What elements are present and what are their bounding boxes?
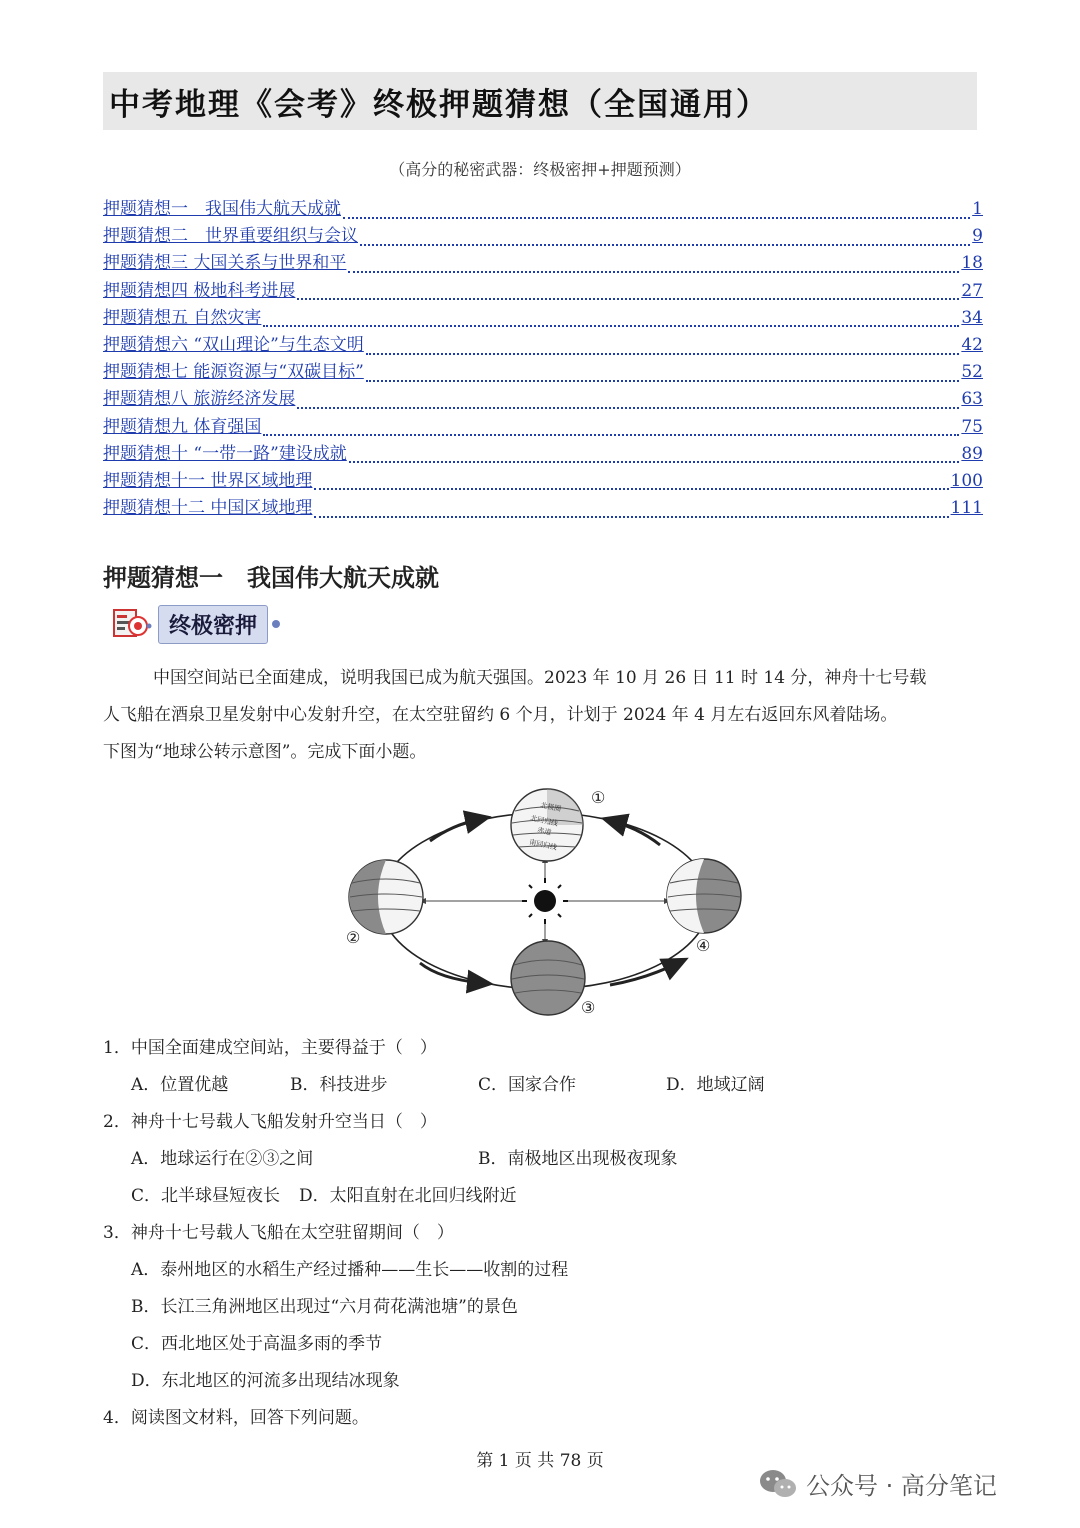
option-c: C．西北地区处于高温多雨的季节 (131, 1334, 383, 1354)
option-b: B．长江三角洲地区出现过“六月荷花满池塘”的景色 (131, 1297, 518, 1317)
toc-leader (263, 311, 959, 327)
toc-page-number: 1 (972, 199, 983, 219)
toc-label: 押题猜想九 体育强国 (103, 416, 262, 437)
toc-label: 押题猜想八 旅游经济发展 (103, 389, 296, 410)
watermark (758, 1466, 997, 1501)
toc-page-number: 34 (961, 307, 983, 328)
toc-link-11[interactable] (103, 466, 983, 493)
question-2: 2．神舟十七号载人飞船发射升空当日（ ） (103, 1112, 437, 1132)
globe-label: 南回归线 (528, 838, 558, 852)
toc-link-12[interactable] (103, 493, 983, 520)
option-c: C．国家合作 (478, 1075, 577, 1095)
toc-link-2[interactable] (103, 221, 983, 248)
question-4: 4．阅读图文材料，回答下列问题。 (103, 1408, 369, 1428)
option-c: C．北半球昼短夜长 (131, 1186, 281, 1206)
toc-leader (349, 447, 960, 463)
toc-page-number: 42 (961, 334, 983, 355)
toc-page-number: 75 (961, 416, 983, 437)
question-1: 1．中国全面建成空间站，主要得益于（ ） (103, 1038, 437, 1058)
option-b: B．南极地区出现极夜现象 (478, 1149, 678, 1169)
orbit-direction-arrow (430, 819, 480, 841)
option-a: A．位置优越 (131, 1075, 229, 1095)
question-3-option-a (103, 1252, 983, 1289)
paragraph-line: 下图为“地球公转示意图”。完成下面小题。 (103, 742, 427, 762)
toc-leader (314, 474, 948, 490)
question-2-options-row2 (103, 1178, 983, 1215)
orbit-direction-arrow (612, 821, 660, 845)
toc-label: 押题猜想一 我国伟大航天成就 (103, 199, 341, 219)
earth-globe-4 (667, 859, 741, 933)
option-d: D．地域辽阔 (666, 1075, 765, 1095)
toc-link-5[interactable] (103, 303, 983, 330)
toc-page-number: 100 (950, 470, 983, 491)
document-title: 中考地理《会考》终极押题猜想（全国通用） (103, 72, 977, 130)
toc-leader (314, 502, 948, 518)
question-3-option-b (103, 1289, 983, 1326)
sun-icon (522, 878, 568, 924)
question-2-options-row1 (103, 1141, 983, 1178)
toc-link-10[interactable] (103, 439, 983, 466)
toc-page-number: 52 (961, 362, 983, 383)
toc-label: 押题猜想五 自然灾害 (103, 307, 262, 328)
option-d: D．东北地区的河流多出现结冰现象 (131, 1371, 400, 1391)
section-badge (112, 603, 280, 645)
toc-leader (366, 366, 960, 382)
toc-link-9[interactable] (103, 412, 983, 439)
toc-leader (297, 284, 959, 300)
toc-link-7[interactable] (103, 357, 983, 384)
toc-page-number: 63 (961, 389, 983, 410)
toc-page-number: 27 (961, 280, 983, 301)
position-label-3: ③ (581, 998, 596, 1017)
earth-globe-2 (349, 860, 423, 934)
position-label-2: ② (346, 928, 361, 947)
toc-link-8[interactable] (103, 384, 983, 411)
paragraph-line: 人飞船在酒泉卫星发射中心发射升空，在太空驻留约 6 个月，计划于 2024 年 4 月左右返回东风着陆场。 (103, 705, 898, 725)
earth-revolution-diagram (340, 783, 750, 1023)
toc-label: 押题猜想三 大国关系与世界和平 (103, 253, 347, 274)
toc-leader (297, 393, 959, 409)
badge-label: 终极密押 (158, 605, 268, 644)
question-3-option-c (103, 1326, 983, 1363)
orbit-direction-arrow (610, 963, 678, 985)
toc-label: 押题猜想六 “双山理论”与生态文明 (103, 334, 364, 355)
toc-link-3[interactable] (103, 248, 983, 275)
toc-link-4[interactable] (103, 276, 983, 303)
toc-link-6[interactable] (103, 330, 983, 357)
question-list (103, 1030, 983, 1437)
document-subtitle: （高分的秘密武器：终极密押+押题预测） (389, 160, 691, 179)
toc-label: 押题猜想十 “一带一路”建设成就 (103, 443, 347, 464)
target-board-icon (112, 606, 152, 642)
toc-link-1[interactable] (103, 194, 983, 221)
option-a: A．泰州地区的水稻生产经过播种——生长——收割的过程 (131, 1260, 569, 1280)
section-heading: 押题猜想一 我国伟大航天成就 (103, 564, 439, 592)
toc-page-number: 9 (972, 226, 983, 247)
earth-globe-3 (511, 941, 585, 1015)
watermark-text: 公众号 · 高分笔记 (806, 1472, 997, 1500)
table-of-contents (103, 194, 983, 520)
toc-leader (360, 230, 970, 246)
toc-leader (263, 420, 959, 436)
toc-page-number: 18 (961, 253, 983, 274)
question-1-options (103, 1067, 983, 1104)
toc-label: 押题猜想十一 世界区域地理 (103, 470, 313, 491)
globe-label: 赤道 (536, 826, 552, 837)
option-d: D．太阳直射在北回归线附近 (299, 1186, 517, 1206)
toc-label: 押题猜想二 世界重要组织与会议 (103, 226, 358, 247)
toc-label: 押题猜想四 极地科考进展 (103, 280, 296, 301)
toc-leader (366, 339, 960, 355)
globe-label: 北回归线 (529, 814, 559, 828)
question-3-option-d (103, 1363, 983, 1400)
wechat-icon (758, 1468, 798, 1500)
earth-globe-1 (511, 789, 583, 861)
option-a: A．地球运行在②③之间 (131, 1149, 314, 1169)
toc-page-number: 89 (961, 443, 983, 464)
intro-paragraph (103, 660, 979, 771)
page-footer: 第 1 页 共 78 页 (476, 1451, 604, 1471)
paragraph-line: 中国空间站已全面建成，说明我国已成为航天强国。2023 年 10 月 26 日 11 时 14 分，神舟十七号载 (153, 668, 927, 688)
position-label-4: ④ (696, 936, 711, 955)
question-3: 3．神舟十七号载人飞船在太空驻留期间（ ） (103, 1223, 454, 1243)
toc-leader (348, 257, 959, 273)
toc-leader (343, 203, 970, 219)
badge-dot (272, 620, 280, 628)
toc-label: 押题猜想十二 中国区域地理 (103, 498, 313, 519)
toc-page-number: 111 (950, 498, 983, 519)
position-label-1: ① (591, 788, 606, 807)
globe-label: 北极圈 (539, 801, 562, 814)
toc-label: 押题猜想七 能源资源与“双碳目标” (103, 362, 364, 383)
option-b: B．科技进步 (290, 1075, 388, 1095)
